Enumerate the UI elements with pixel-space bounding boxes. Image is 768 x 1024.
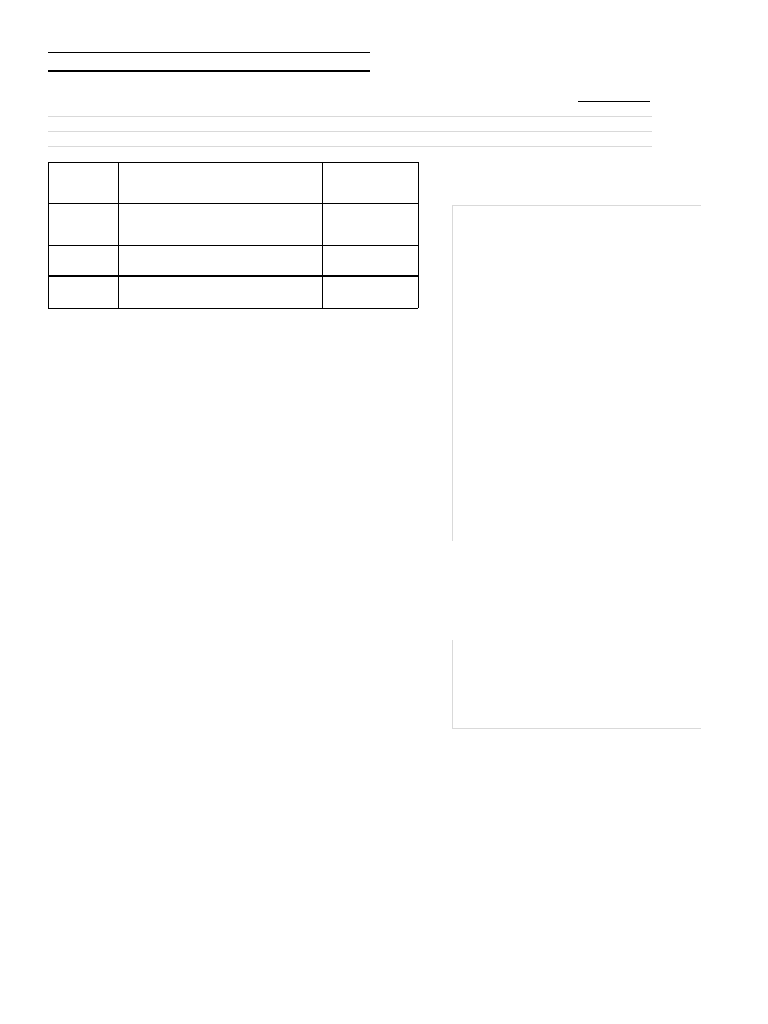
formula-box bbox=[48, 162, 418, 308]
chart-container-bottom[interactable] bbox=[452, 640, 701, 729]
do-sag-chart bbox=[453, 206, 701, 541]
do-sag-chart-lower bbox=[453, 640, 701, 728]
chart-container-top[interactable] bbox=[452, 205, 701, 541]
parameters-block bbox=[48, 103, 652, 148]
